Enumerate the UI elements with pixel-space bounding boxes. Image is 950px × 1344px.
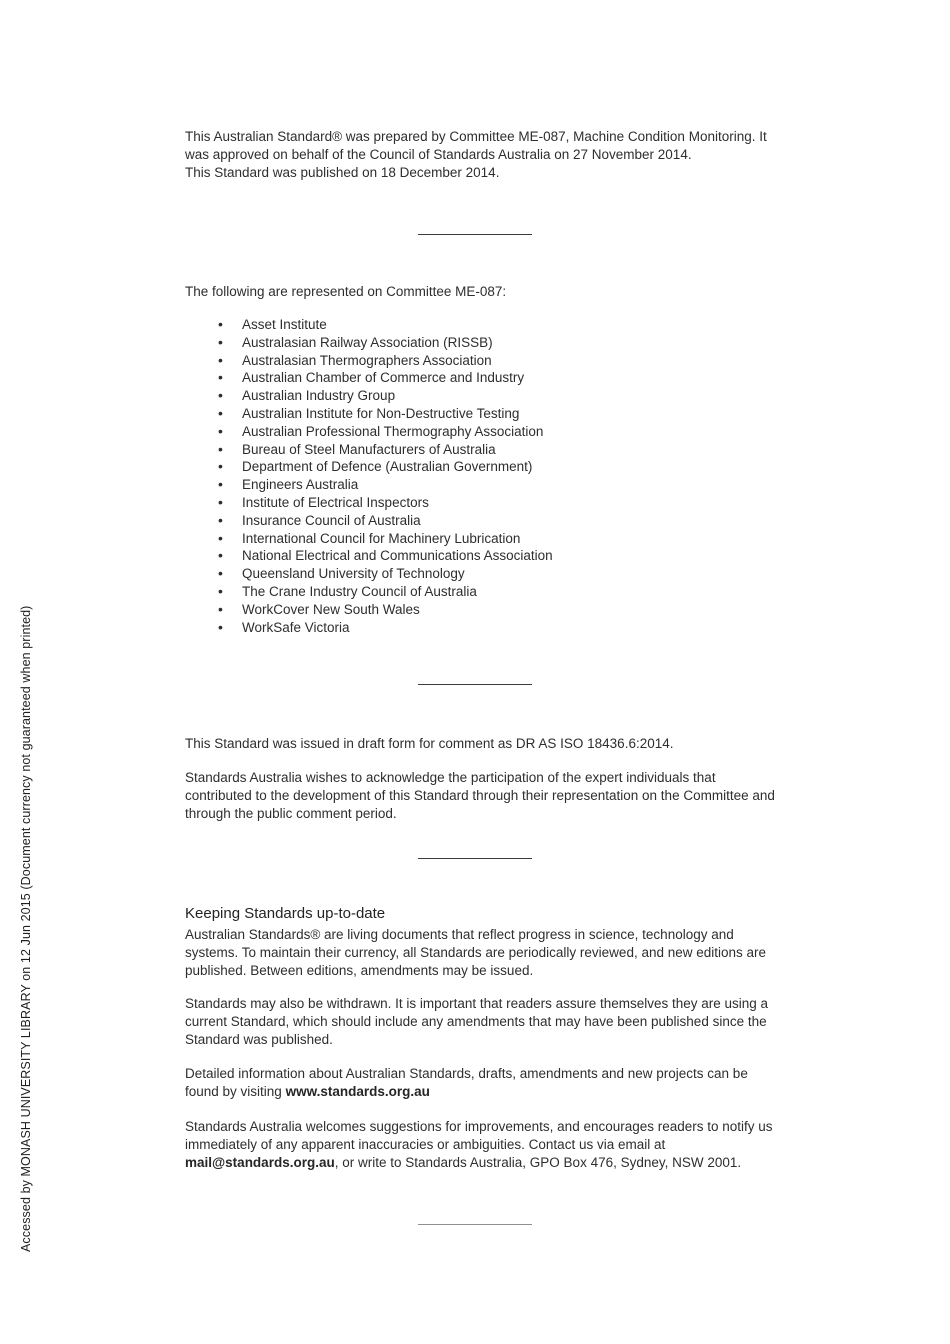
withdrawn-paragraph bbox=[185, 995, 775, 1048]
committee-member-item: • Australian Institute for Non-Destructive Testing bbox=[242, 405, 775, 423]
committee-members-list bbox=[185, 316, 775, 636]
committee-member-item: • Australasian Thermographers Association bbox=[242, 352, 775, 370]
committee-member-item: • Australian Chamber of Commerce and Industry bbox=[242, 369, 775, 387]
committee-member-item: • Institute of Electrical Inspectors bbox=[242, 494, 775, 512]
detailed-information-lead: Detailed information about Australian Standards, drafts, amendments and new projects can be found by visiting bbox=[185, 1066, 748, 1099]
committee-representation-intro bbox=[185, 283, 775, 301]
prepared-by-text: This Australian Standard® was prepared by Committee ME-087, Machine Condition Monitoring. It was approved on behalf of the Council of Standards Australia on 27 November 2014. bbox=[185, 129, 767, 162]
living-documents-text: Australian Standards® are living documents that reflect progress in science, technology and systems. To maintain their currency, all Standards are periodically reviewed, and new editions are published. Between editions, amendments may be issued. bbox=[185, 927, 767, 978]
keeping-standards-section bbox=[185, 904, 775, 979]
committee-member-item: • WorkCover New South Wales bbox=[242, 601, 775, 619]
committee-intro-text: The following are represented on Committee ME-087: bbox=[185, 284, 507, 299]
section-divider bbox=[418, 684, 532, 685]
committee-member-item: • Bureau of Steel Manufacturers of Australia bbox=[242, 441, 775, 459]
committee-member-item: • The Crane Industry Council of Australia bbox=[242, 583, 775, 601]
committee-member-item: • Engineers Australia bbox=[242, 476, 775, 494]
committee-member-item: • Insurance Council of Australia bbox=[242, 512, 775, 530]
library-access-note: Accessed by MONASH UNIVERSITY LIBRARY on 12 Jun 2015 (Document currency not guaranteed when printed) bbox=[19, 605, 33, 1252]
committee-member-item: • Asset Institute bbox=[242, 316, 775, 334]
acknowledgement-text: Standards Australia wishes to acknowledge the participation of the expert individuals that contributed to the development of this Standard through their representation on the Committee and through the public comment period. bbox=[185, 770, 775, 821]
section-divider bbox=[418, 1224, 532, 1225]
draft-form-paragraph bbox=[185, 735, 775, 753]
standards-website-text: www.standards.org.au bbox=[285, 1083, 430, 1099]
acknowledgement-paragraph bbox=[185, 769, 775, 822]
feedback-tail: , or write to Standards Australia, GPO Box 476, Sydney, NSW 2001. bbox=[334, 1154, 742, 1170]
standard-preparation-paragraph bbox=[185, 128, 775, 181]
section-divider bbox=[418, 234, 532, 235]
committee-member-item: • Australian Industry Group bbox=[242, 387, 775, 405]
committee-member-item: • WorkSafe Victoria bbox=[242, 619, 775, 637]
feedback-text bbox=[185, 1118, 775, 1171]
withdrawn-text: Standards may also be withdrawn. It is important that readers assure themselves they are using a current Standard, which should include any amendments that may have been published since the Standard was published. bbox=[185, 996, 769, 1047]
feedback-paragraph bbox=[185, 1118, 775, 1171]
section-divider bbox=[418, 858, 532, 859]
feedback-lead: Standards Australia welcomes suggestions for improvements, and encourages readers to notify us immediately of any apparent inaccuracies or ambiguities. Contact us via email at bbox=[185, 1119, 773, 1152]
draft-form-text: This Standard was issued in draft form for comment as DR AS ISO 18436.6:2014. bbox=[185, 736, 674, 751]
committee-member-item: • Australian Professional Thermography Association bbox=[242, 423, 775, 441]
keeping-standards-heading: Keeping Standards up-to-date bbox=[185, 905, 386, 922]
committee-member-item: • National Electrical and Communications Association bbox=[242, 547, 775, 565]
published-on-text: This Standard was published on 18 December 2014. bbox=[185, 164, 500, 180]
committee-member-item: • Queensland University of Technology bbox=[242, 565, 775, 583]
committee-members-section bbox=[185, 316, 775, 636]
detailed-information-paragraph bbox=[185, 1065, 775, 1101]
committee-member-item: • Department of Defence (Australian Government) bbox=[242, 458, 775, 476]
detailed-information-text bbox=[185, 1065, 775, 1101]
committee-member-item: • Australasian Railway Association (RISSB) bbox=[242, 334, 775, 352]
committee-member-item: • International Council for Machinery Lubrication bbox=[242, 530, 775, 548]
contact-email-text: mail@standards.org.au bbox=[185, 1154, 335, 1170]
